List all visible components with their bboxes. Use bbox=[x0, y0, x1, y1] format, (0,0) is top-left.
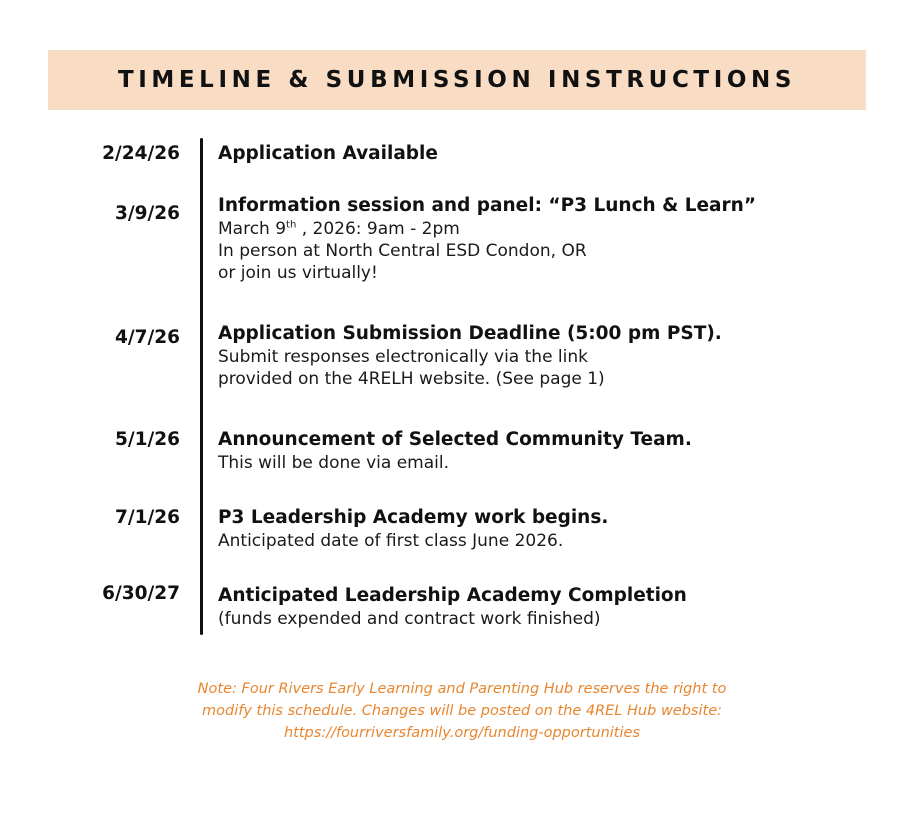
entry-date: 3/9/26 bbox=[114, 203, 180, 224]
entry-date: 2/24/26 bbox=[102, 143, 180, 164]
entry-date: 6/30/27 bbox=[102, 583, 180, 604]
entry-detail: (funds expended and contract work finished) bbox=[218, 609, 601, 629]
entry-headline: Announcement of Selected Community Team. bbox=[218, 429, 692, 450]
entry-headline: Anticipated Leadership Academy Completion bbox=[218, 585, 687, 606]
entry-content bbox=[218, 322, 898, 390]
date-superscript: th bbox=[286, 219, 297, 231]
entry-headline: Information session and panel: “P3 Lunch & Learn” bbox=[218, 195, 756, 216]
entry-content bbox=[218, 428, 898, 474]
entry-detail: Anticipated date of first class June 2026. bbox=[218, 531, 564, 551]
entry-date: 7/1/26 bbox=[114, 507, 180, 528]
entry-content bbox=[218, 194, 898, 284]
date-prefix: March 9 bbox=[218, 219, 287, 239]
entry-content bbox=[218, 506, 898, 552]
entry-date: 4/7/26 bbox=[114, 327, 180, 348]
timeline-line bbox=[200, 138, 203, 635]
schedule-note bbox=[0, 678, 924, 744]
entry-detail: provided on the 4RELH website. (See page 1) bbox=[218, 369, 605, 389]
entry-detail: or join us virtually! bbox=[218, 263, 378, 283]
entry-headline: Application Available bbox=[218, 143, 438, 164]
section-banner bbox=[48, 50, 866, 110]
entry-detail: Submit responses electronically via the link bbox=[218, 347, 588, 367]
entry-headline: P3 Leadership Academy work begins. bbox=[218, 507, 609, 528]
entry-headline: Application Submission Deadline (5:00 pm PST). bbox=[218, 323, 722, 344]
note-url: https://fourriversfamily.org/funding-opportunities bbox=[283, 725, 640, 741]
entry-date: 5/1/26 bbox=[114, 429, 180, 450]
date-suffix: , 2026: 9am - 2pm bbox=[296, 219, 460, 239]
note-line: modify this schedule. Changes will be posted on the 4REL Hub website: bbox=[202, 703, 722, 719]
entry-detail: This will be done via email. bbox=[218, 453, 449, 473]
section-title: TIMELINE & SUBMISSION INSTRUCTIONS bbox=[117, 67, 797, 93]
entry-content bbox=[218, 142, 898, 166]
note-line: Note: Four Rivers Early Learning and Parenting Hub reserves the right to bbox=[197, 681, 727, 697]
entry-content bbox=[218, 584, 898, 630]
entry-detail: In person at North Central ESD Condon, OR bbox=[218, 241, 587, 261]
entry-detail-date bbox=[218, 218, 898, 240]
